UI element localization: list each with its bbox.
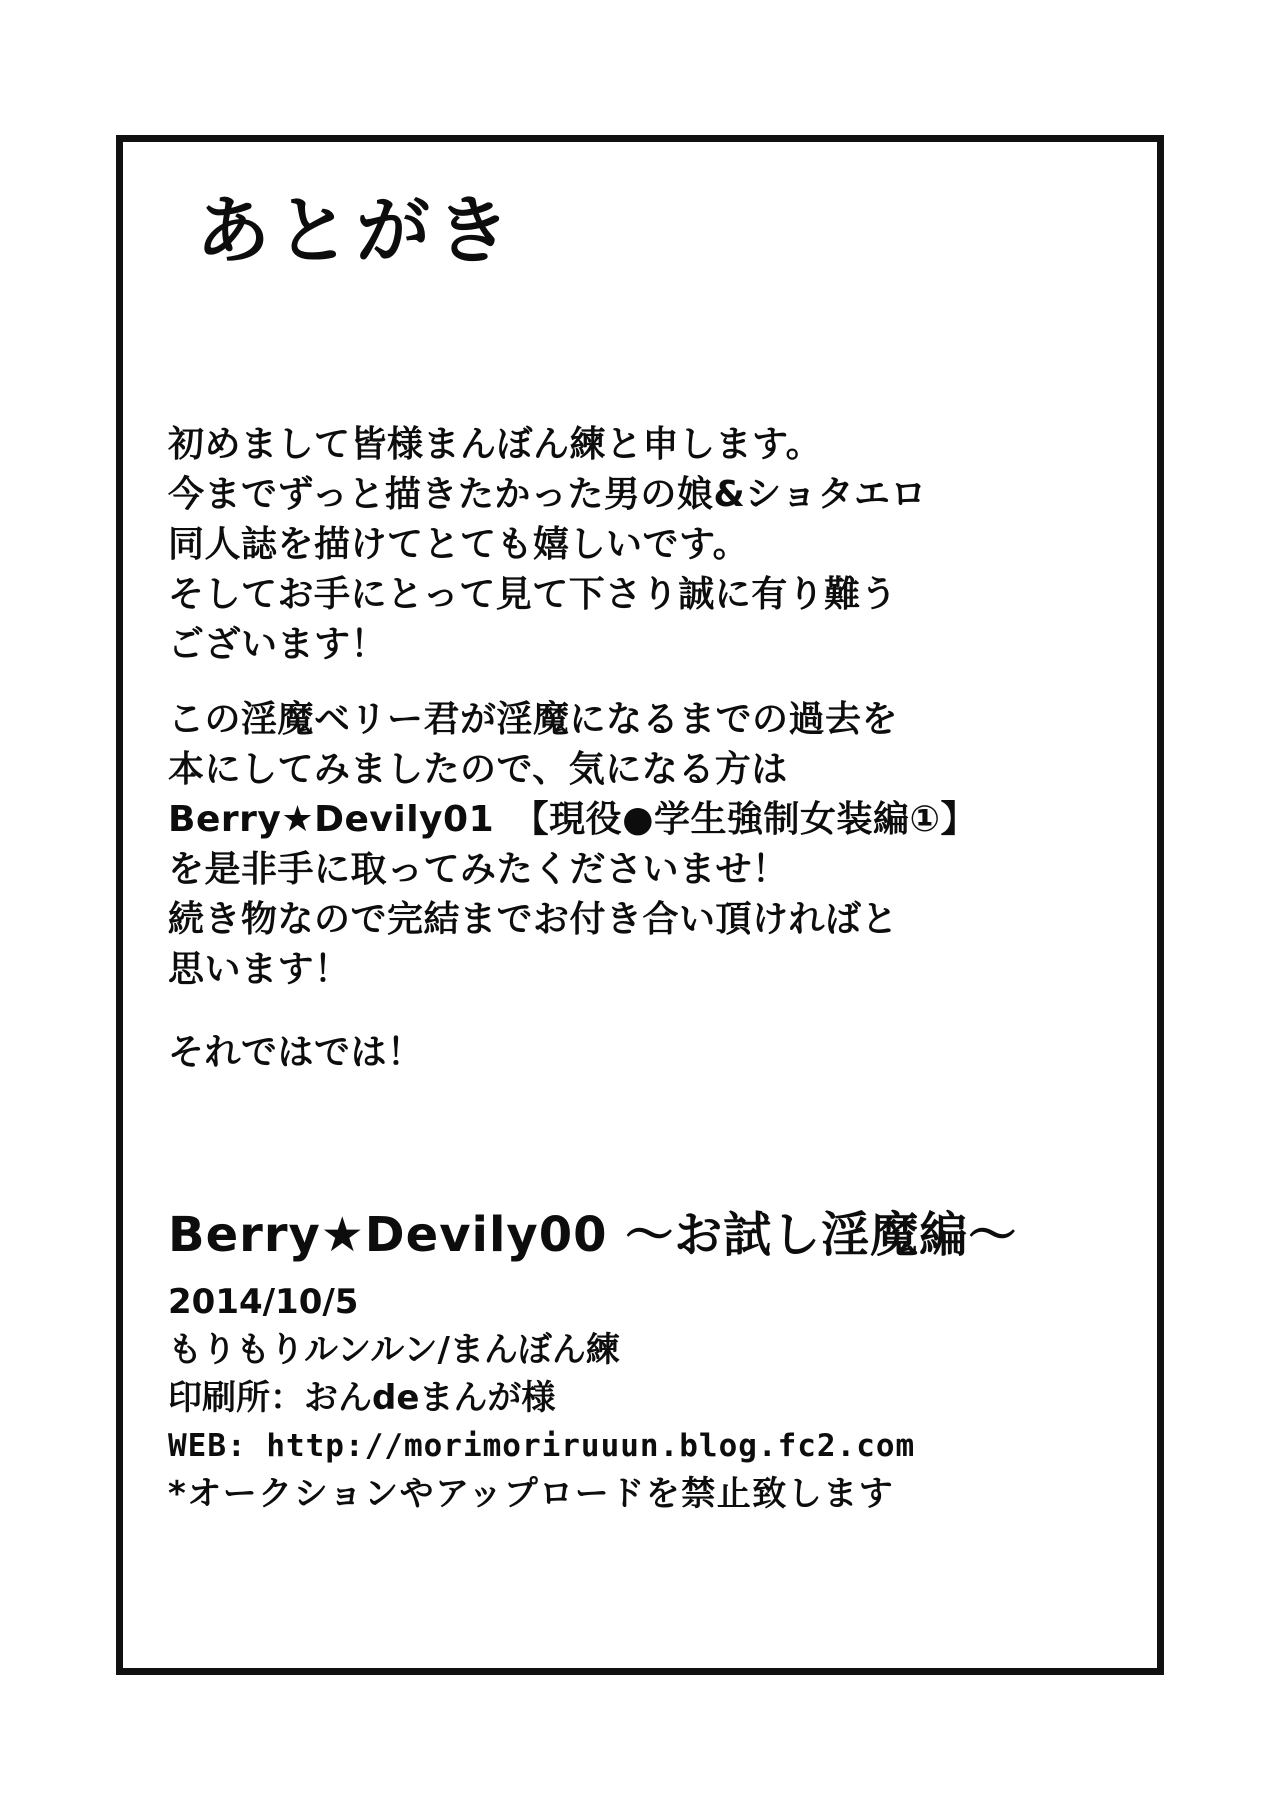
anti-auction-notice: *オークションやアップロードを禁止致します [168,1474,895,1514]
release-date: 2014/10/5 [168,1282,359,1322]
body-line: 今までずっと描きたかった男の娘&ショタエロ [168,474,928,515]
series-promo-paragraph [168,695,977,995]
circle-author-credit: もりもりルンルン/まんぼん練 [168,1330,620,1370]
body-line: 初めまして皆様まんぼん練と申します。 [168,424,823,465]
body-line: 続き物なので完結までお付き合い頂ければと [168,899,899,940]
colophon-block [168,1278,915,1518]
body-line: 本にしてみましたので、気になる方は [168,749,788,790]
body-line: それではでは！ [168,1032,424,1073]
body-line: を是非手に取ってみたくださいませ！ [168,849,789,890]
body-line: Berry★Devily01 【現役●学生強制女装編①】 [168,799,978,840]
body-line: この淫魔ベリー君が淫魔になるまでの過去を [168,699,899,740]
greeting-paragraph [168,420,927,670]
book-title: Berry★Devily00 ～お試し淫魔編～ [168,1207,1018,1263]
body-line: そしてお手にとって見て下さり誠に有り難う [168,574,898,615]
body-line: ございます！ [168,624,388,665]
printer-credit: 印刷所：おんdeまんが様 [168,1378,556,1418]
closing-paragraph [168,1028,424,1078]
website-url: WEB: http://morimoriruuun.blog.fc2.com [168,1428,916,1464]
body-line: 同人誌を描けてとても嬉しいです。 [168,524,750,565]
body-line: 思います！ [168,949,351,990]
afterword-heading: あとがき [196,188,516,274]
